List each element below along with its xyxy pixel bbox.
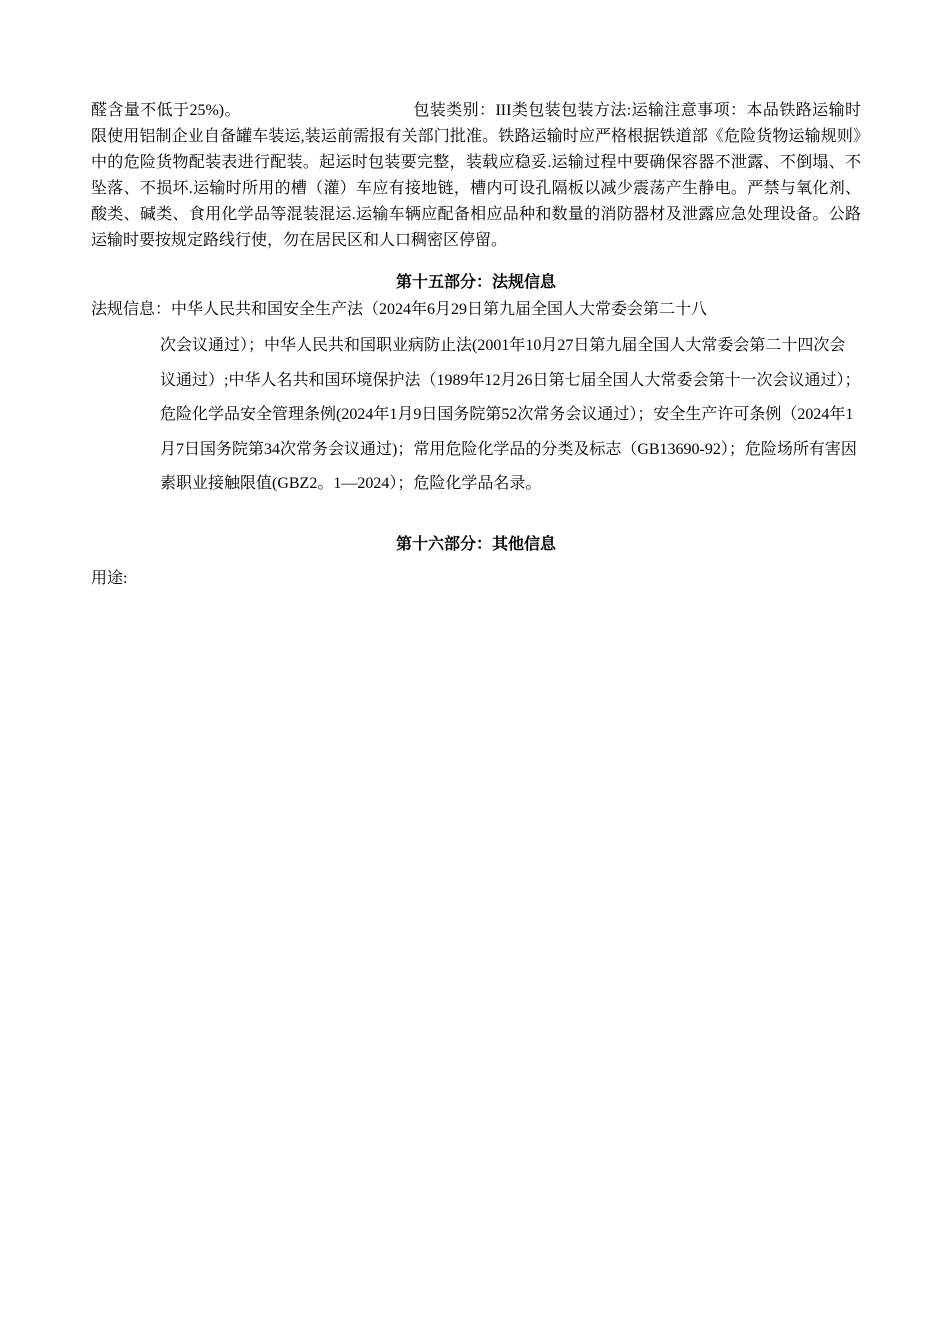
usage-label: 用途: xyxy=(91,570,128,587)
transport-body-text: 包装类别：III类包装包装方法:运输注意事项：本品铁路运输时限使用铝制企业自备罐车装运,装运前需报有关部门批准。铁路运输时应严格根据铁道部《危险货物运输规则》中的危险货物配装表进行配装。起运时包装要完整，装载应稳妥.运输过程中要确保容器不泄露、不倒塌、不坠落、不损坏.运输时所用的槽（灌）车应有接地链，槽内可设孔隔板以减少震荡产生静电。严禁与氧化剂、酸类、碱类、食用化学品等混装混运.运输车辆应配备相应品种和数量的消防器材及泄露应急处理设备。公路运输时要按规定路线行使，勿在居民区和人口稠密区停留。 xyxy=(91,102,861,249)
transport-paragraph xyxy=(91,98,861,254)
section-15-heading: 第十五部分：法规信息 xyxy=(395,274,556,291)
regulations-paragraph: 次会议通过）；中华人民共和国职业病防止法(2001年10月27日第九届全国人大常委会第二十四次会议通过）;中华人名共和国环境保护法（1989年12月26日第七届全国人大常委会第十一次会议通过）；危险化学品安全管理条例(2024年1月9日国务院第52次常务会议通过）；安全生产许可条例（2024年1月7日国务院第34次常务会议通过)；常用危险化学品的分类及标志（GB13690-92）；危险场所有害因素职业接触限值(GBZ2。1—2024）；危险化学品名录。 xyxy=(160,337,861,492)
transport-lead-text: 醛含量不低于25%)。 xyxy=(91,102,241,119)
section-16-heading: 第十六部分：其他信息 xyxy=(395,536,556,553)
regulations-first-line: 法规信息：中华人民共和国安全生产法（2024年6月29日第九届全国人大常委会第二十八 xyxy=(91,301,708,318)
